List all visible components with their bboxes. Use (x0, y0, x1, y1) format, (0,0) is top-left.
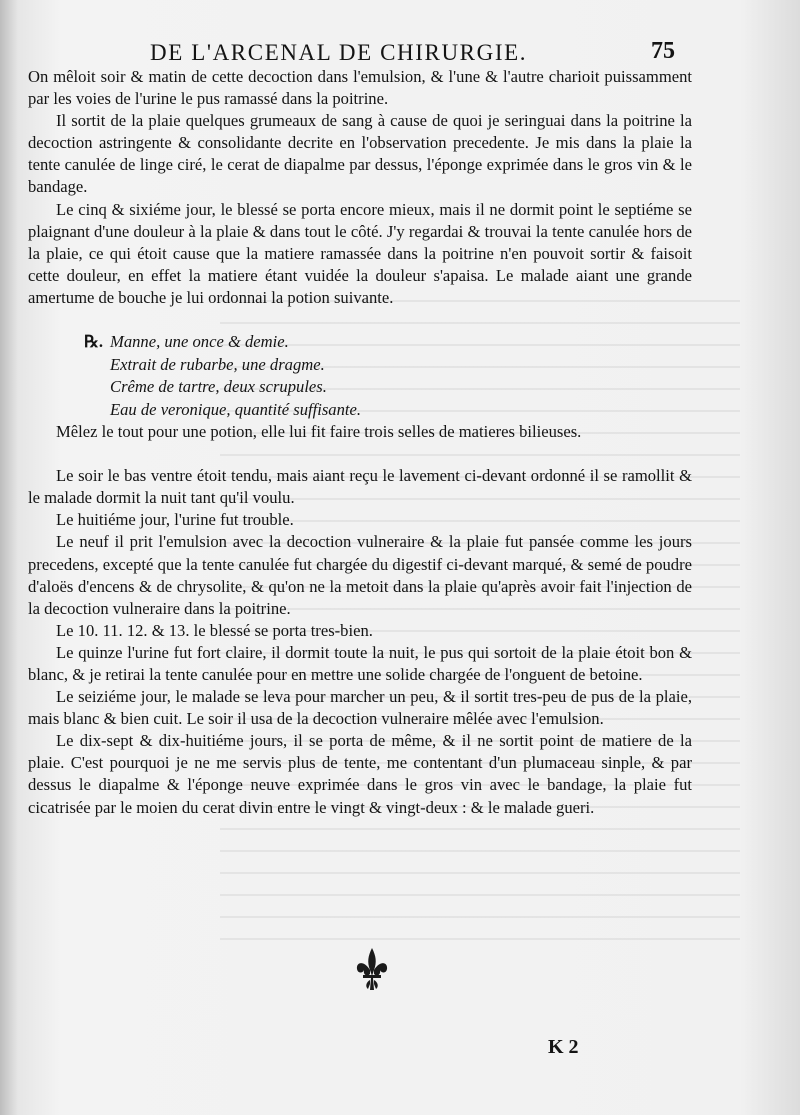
paragraph: Le huitiéme jour, l'urine fut trouble. (56, 510, 294, 530)
paragraph: Le 10. 11. 12. & 13. le blessé se porta tres-bien. (56, 620, 373, 640)
running-head: DE L'ARCENAL DE CHIRURGIE. (150, 40, 528, 65)
recipe-item: Manne, une once & demie. (110, 332, 289, 352)
page-body (28, 66, 692, 819)
page-number: 75 (651, 38, 675, 64)
paragraph: Le dix-sept & dix-huitiéme jours, il se porta de même, & il ne sortit point de matiere de la plaie. C'est pourquoi je ne me servis plus de tente, me contentant d'un plumaceau sinple, & par dessus le diapalme & l'éponge neuve exprimée dans le gros vin avec le bandage, la plaie fut cicatrisée par le moien du cerat divin entre le vingt & vingt-deux : & le malade gueri. (28, 731, 692, 817)
paragraph: Le seiziéme jour, le malade se leva pour marcher un peu, & il sortit tres-peu de pus de la plaie, mais blanc & bien cuit. Le soir il usa de la decoction vulneraire mêlée avec l'emulsion. (28, 687, 692, 729)
spacer (28, 443, 692, 465)
recipe-line (28, 354, 692, 377)
recipe-line (28, 376, 692, 399)
paragraph: Le quinze l'urine fut fort claire, il dormit toute la nuit, le pus qui sortoit de la plaie étoit bon & blanc, & je retirai la tente canulée pour en mettre une solide chargée de l'onguent de betoine. (28, 642, 692, 684)
recipe-symbol: ℞. (84, 332, 104, 352)
signature-mark: K 2 (548, 1036, 579, 1058)
recipe-line (28, 331, 692, 354)
recipe-item: Eau de veronique, quantité suffisante. (110, 399, 362, 419)
recipe-line (28, 399, 692, 422)
paragraph: Il sortit de la plaie quelques grumeaux de sang à cause de quoi je seringuai dans la poitrine la decoction astringente & consolidante decrite en l'observation precedente. Je mis dans la plaie la tente canulée de linge ciré, le cerat de diapalme par dessus, l'éponge exprimée dans le gros vin & le bandage. (28, 111, 692, 197)
recipe-item: Extrait de rubarbe, une dragme. (110, 354, 325, 374)
recipe-item: Crême de tartre, deux scrupules. (110, 377, 327, 397)
paragraph: On mêloit soir & matin de cette decoction dans l'emulsion, & l'une & l'autre charioit puissamment par les voies de l'urine le pus ramassé dans la poitrine. (28, 67, 692, 109)
prescription (28, 331, 692, 421)
fleur-de-lis-icon (354, 946, 390, 992)
recipe-instruction: Mêlez le tout pour une potion, elle lui fit faire trois selles de matieres bilieuses. (56, 422, 582, 442)
paragraph: Le soir le bas ventre étoit tendu, mais aiant reçu le lavement ci-devant ordonné il se ramollit & le malade dormit la nuit tant qu'il voulu. (28, 466, 692, 508)
paragraph: Le cinq & sixiéme jour, le blessé se porta encore mieux, mais il ne dormit point le septiéme se plaignant d'une douleur à la plaie & dans tout le côté. J'y regardai & trouvai la tente canulée hors de la plaie, ce qui étoit cause que la matiere ramassée dans la poitrine n'en pouvoit sortir & faisoit cette douleur, en effet la matiere étant vuidée la douleur s'apaisa. Le malade aiant une grande amertume de bouche je lui ordonnai la potion suivante. (28, 199, 692, 307)
paragraph: Le neuf il prit l'emulsion avec la decoction vulneraire & la plaie fut pansée comme les jours precedens, excepté que la tente canulée fut chargée du digestif ci-devant marqué, & semé de poudre d'aloës d'encens & de chrysolite, & qu'on ne la metoit dans la plaie qu'après avoir fait l'injection de la decoction vulneraire dans la poitrine. (28, 532, 692, 618)
spacer (28, 309, 692, 331)
